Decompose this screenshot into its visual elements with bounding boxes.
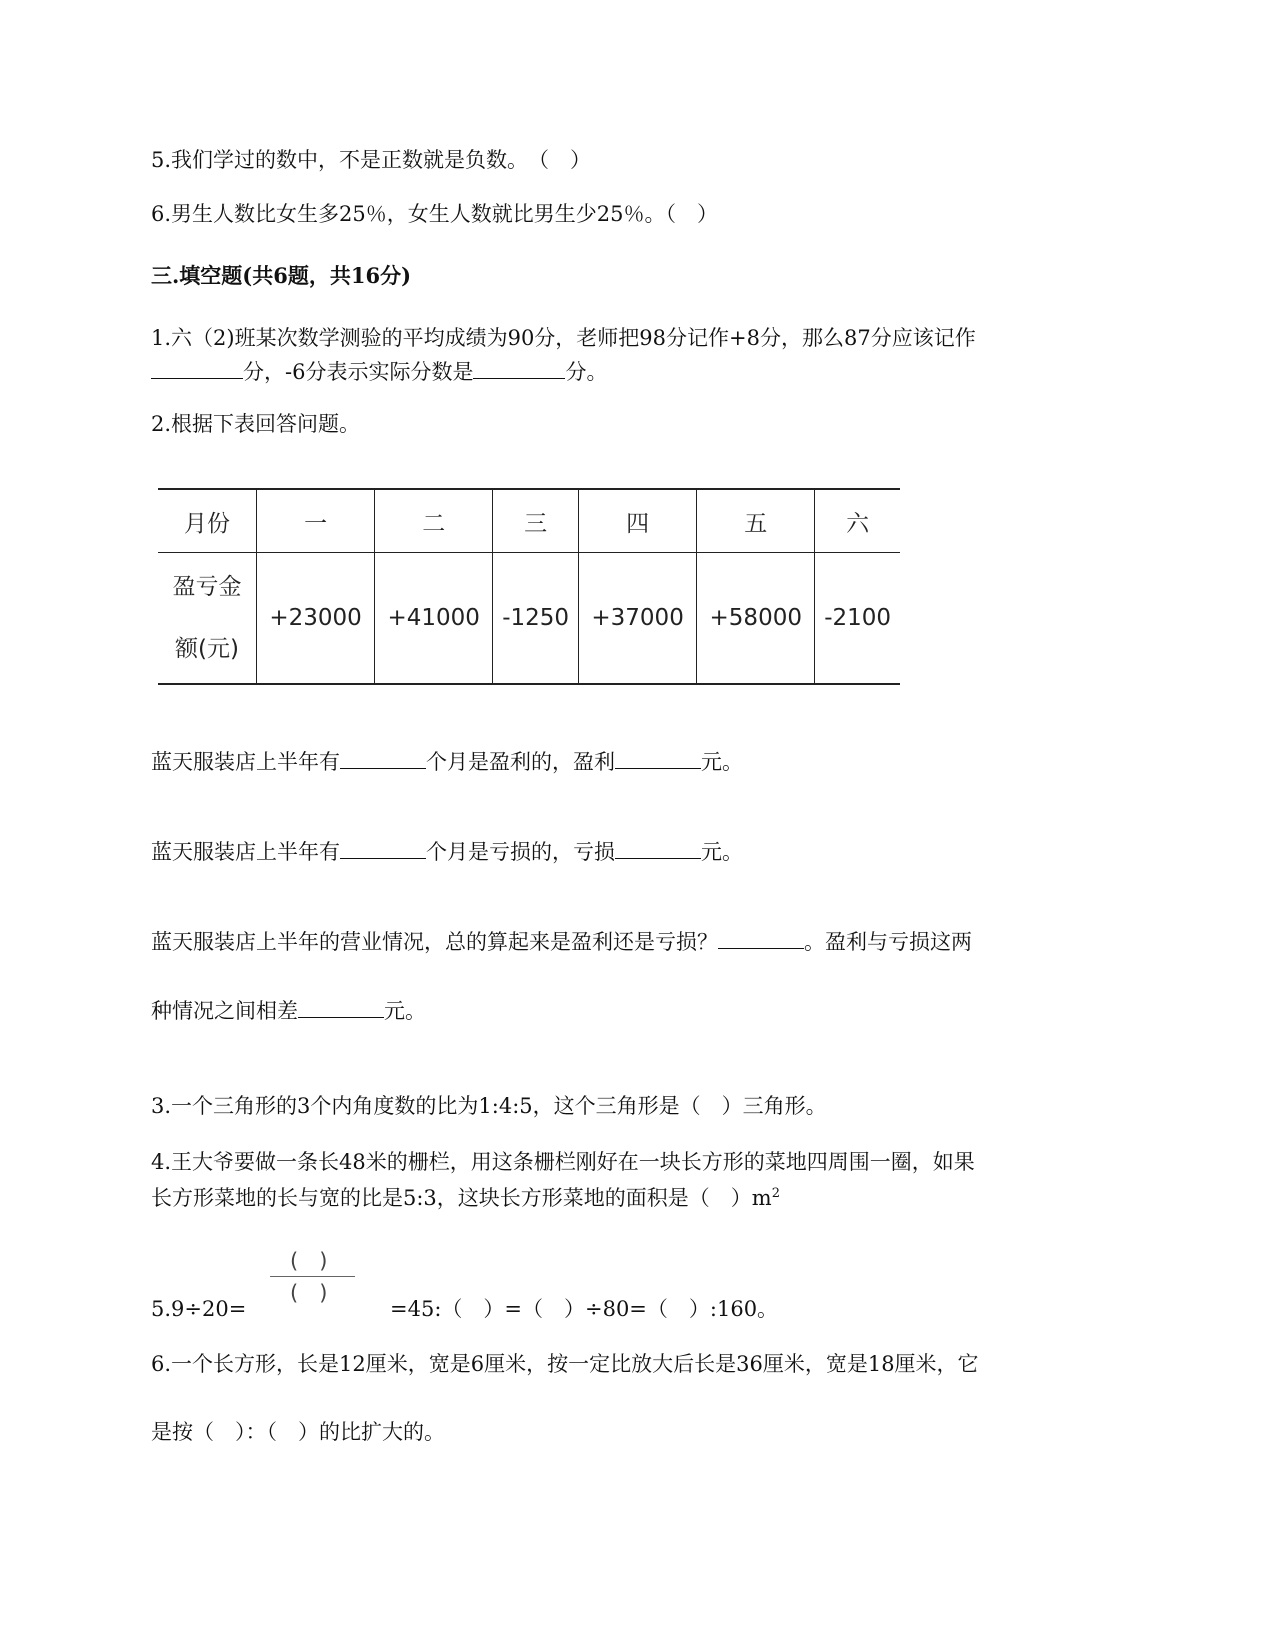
table-header-label: 月份 bbox=[158, 489, 257, 553]
month-cell: 一 bbox=[257, 489, 375, 553]
sub-question-2 bbox=[151, 836, 743, 866]
question-1-text: 分，-6分表示实际分数是 bbox=[243, 360, 474, 384]
month-cell: 二 bbox=[375, 489, 493, 553]
value-cell: +41000 bbox=[375, 553, 493, 685]
table-header-row bbox=[158, 489, 900, 553]
text: 蓝天服装店上半年有 bbox=[151, 840, 340, 864]
month-cell: 三 bbox=[493, 489, 579, 553]
answer-blank[interactable] bbox=[615, 746, 701, 769]
month-cell: 六 bbox=[815, 489, 900, 553]
value-cell: +37000 bbox=[579, 553, 697, 685]
sub-question-1 bbox=[151, 746, 743, 776]
text: 元。 bbox=[384, 999, 426, 1023]
value-cell: +23000 bbox=[257, 553, 375, 685]
question-4-line-2 bbox=[151, 1180, 780, 1212]
value-cell: +58000 bbox=[697, 553, 815, 685]
month-cell: 四 bbox=[579, 489, 697, 553]
question-6-line-1: 6.一个长方形，长是12厘米，宽是6厘米，按一定比放大后长是36厘米，宽是18厘米，它 bbox=[151, 1352, 979, 1376]
month-cell: 五 bbox=[697, 489, 815, 553]
text: 个月是亏损的，亏损 bbox=[426, 840, 615, 864]
superscript: 2 bbox=[771, 1186, 780, 1201]
question-1-line-1: 1.六（2)班某次数学测验的平均成绩为90分，老师把98分记作+8分，那么87分应该记作 bbox=[151, 326, 976, 350]
row-label bbox=[158, 553, 257, 685]
question-4-line-1: 4.王大爷要做一条长48米的栅栏，用这条栅栏刚好在一块长方形的菜地四周围一圈，如果 bbox=[151, 1150, 975, 1174]
answer-blank[interactable] bbox=[340, 836, 426, 859]
section-title: 三.填空题(共6题，共16分) bbox=[151, 263, 412, 288]
question-5-end: =45:（ ）=（ ）÷80=（ ）:160。 bbox=[390, 1297, 779, 1321]
text: 元。 bbox=[701, 840, 743, 864]
sub-question-3-cont bbox=[151, 995, 426, 1025]
row-label-line-1: 盈亏金 bbox=[172, 574, 242, 600]
answer-blank[interactable] bbox=[151, 356, 243, 379]
profit-loss-table bbox=[158, 488, 900, 685]
text: 元。 bbox=[701, 750, 743, 774]
judge-item-5: 5.我们学过的数中，不是正数就是负数。 （ ） bbox=[151, 148, 592, 172]
answer-blank[interactable] bbox=[473, 356, 565, 379]
answer-blank[interactable] bbox=[615, 836, 701, 859]
answer-blank[interactable] bbox=[340, 746, 426, 769]
question-1-text-end: 分。 bbox=[565, 360, 608, 384]
question-5-start: 5.9÷20= bbox=[151, 1297, 247, 1321]
table-value-row bbox=[158, 553, 900, 685]
value-cell: -1250 bbox=[493, 553, 579, 685]
sub-question-3 bbox=[151, 926, 972, 956]
fraction-numerator: ( ) bbox=[290, 1249, 328, 1273]
fraction-denominator: ( ) bbox=[290, 1281, 328, 1305]
answer-blank[interactable] bbox=[718, 926, 804, 949]
row-label-line-2: 额(元) bbox=[175, 636, 239, 662]
value-cell: -2100 bbox=[815, 553, 900, 685]
text: 长方形菜地的长与宽的比是5:3，这块长方形菜地的面积是（ ）m bbox=[151, 1186, 772, 1210]
fraction bbox=[270, 1245, 355, 1305]
text: 个月是盈利的，盈利 bbox=[426, 750, 615, 774]
judge-item-6: 6.男生人数比女生多25％，女生人数就比男生少25％。（ ） bbox=[151, 202, 718, 226]
question-2-text: 2.根据下表回答问题。 bbox=[151, 412, 361, 436]
question-1-line-2 bbox=[151, 356, 607, 386]
question-3-text: 3.一个三角形的3个内角度数的比为1:4:5，这个三角形是（ ）三角形。 bbox=[151, 1094, 827, 1118]
question-6-line-2: 是按（ ）：（ ）的比扩大的。 bbox=[151, 1420, 445, 1444]
text: 蓝天服装店上半年的营业情况，总的算起来是盈利还是亏损？ bbox=[151, 930, 718, 954]
text: 蓝天服装店上半年有 bbox=[151, 750, 340, 774]
text: 。盈利与亏损这两 bbox=[804, 930, 972, 954]
text: 种情况之间相差 bbox=[151, 999, 298, 1023]
answer-blank[interactable] bbox=[298, 995, 384, 1018]
